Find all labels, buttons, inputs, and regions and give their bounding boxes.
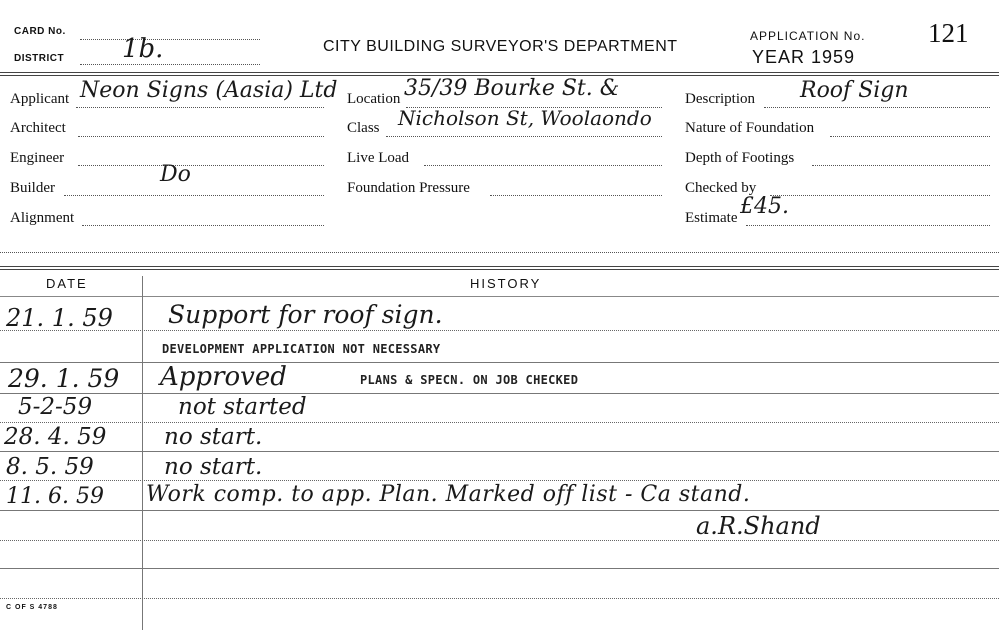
rule-line <box>0 393 999 394</box>
description-value: Roof Sign <box>800 78 909 103</box>
foundation-pressure-label: Foundation Pressure <box>347 180 470 196</box>
estimate-value: £45. <box>740 194 789 219</box>
form-code: C OF S 4788 <box>6 604 58 611</box>
card-no-label: CARD No. <box>14 26 66 37</box>
description-label: Description <box>685 91 755 107</box>
history-date: 21. 1. 59 <box>6 304 113 332</box>
district-label: DISTRICT <box>14 53 65 64</box>
date-column-header: DATE <box>46 276 88 291</box>
rule-line <box>0 598 999 599</box>
foundation-pressure-line <box>490 195 662 196</box>
rule-line <box>0 480 999 481</box>
rule-line <box>0 568 999 569</box>
depth-of-footings-line <box>812 165 990 166</box>
architect-line <box>78 136 324 137</box>
history-date: 11. 6. 59 <box>6 484 104 509</box>
history-entry: Approved <box>160 362 287 392</box>
history-date: 8. 5. 59 <box>6 454 94 480</box>
applicant-line <box>76 107 324 108</box>
history-column-header: HISTORY <box>470 276 542 291</box>
history-date: 29. 1. 59 <box>8 364 120 393</box>
class-label: Class <box>347 120 380 136</box>
history-entry: not started <box>178 394 307 420</box>
builder-value: Do <box>160 162 191 187</box>
checked-by-label: Checked by <box>685 180 757 196</box>
rule-line <box>0 510 999 511</box>
application-number: 121 <box>928 18 969 48</box>
applicant-label: Applicant <box>10 91 70 107</box>
history-entry: no start. <box>164 424 263 450</box>
nature-of-foundation-label: Nature of Foundation <box>685 120 815 136</box>
class-line <box>386 136 662 137</box>
nature-of-foundation-line <box>830 136 990 137</box>
application-no-label: APPLICATION No. <box>750 29 866 43</box>
engineer-line <box>78 165 324 166</box>
department-title: CITY BUILDING SURVEYOR'S DEPARTMENT <box>323 38 678 55</box>
estimate-line <box>746 225 990 226</box>
table-rule-top <box>0 266 999 267</box>
history-date: 5-2-59 <box>18 394 93 420</box>
rule-line <box>0 330 999 331</box>
live-load-line <box>424 165 662 166</box>
table-rule-bottom <box>0 269 999 270</box>
live-load-label: Live Load <box>347 150 410 166</box>
header-rule-top <box>0 72 999 73</box>
alignment-line <box>82 225 324 226</box>
depth-of-footings-label: Depth of Footings <box>685 150 795 166</box>
history-entry: Work comp. to app. Plan. Marked off list - Ca stand. <box>146 482 751 507</box>
signature: a.R.Shand <box>696 512 821 540</box>
checked-by-line <box>770 195 990 196</box>
engineer-label: Engineer <box>10 150 65 166</box>
rule-line <box>0 540 999 541</box>
estimate-label: Estimate <box>685 210 738 226</box>
rule-line <box>0 422 999 423</box>
history-date: 28. 4. 59 <box>4 424 107 450</box>
district-value: 1b. <box>122 34 164 64</box>
builder-line <box>64 195 324 196</box>
history-entry: Support for roof sign. <box>168 300 443 329</box>
builder-label: Builder <box>10 180 55 196</box>
applicant-value: Neon Signs (Aasia) Ltd <box>80 78 338 103</box>
header-underline <box>0 296 999 297</box>
alignment-label: Alignment <box>10 210 75 226</box>
fields-bottom-line <box>0 252 999 253</box>
location-value: 35/39 Bourke St. & <box>404 76 620 101</box>
district-line <box>80 64 260 65</box>
description-line <box>764 107 990 108</box>
class-value: Nicholson St, Woolaondo <box>398 106 652 130</box>
rule-line <box>0 451 999 452</box>
rule-line <box>0 362 999 363</box>
architect-label: Architect <box>10 120 66 136</box>
card-no-line <box>80 39 260 40</box>
history-entry: no start. <box>164 454 263 480</box>
history-stamp: DEVELOPMENT APPLICATION NOT NECESSARY <box>162 342 441 356</box>
history-stamp: PLANS & SPECN. ON JOB CHECKED <box>360 373 579 387</box>
year-label: YEAR 1959 <box>752 47 856 67</box>
location-label: Location <box>347 91 401 107</box>
